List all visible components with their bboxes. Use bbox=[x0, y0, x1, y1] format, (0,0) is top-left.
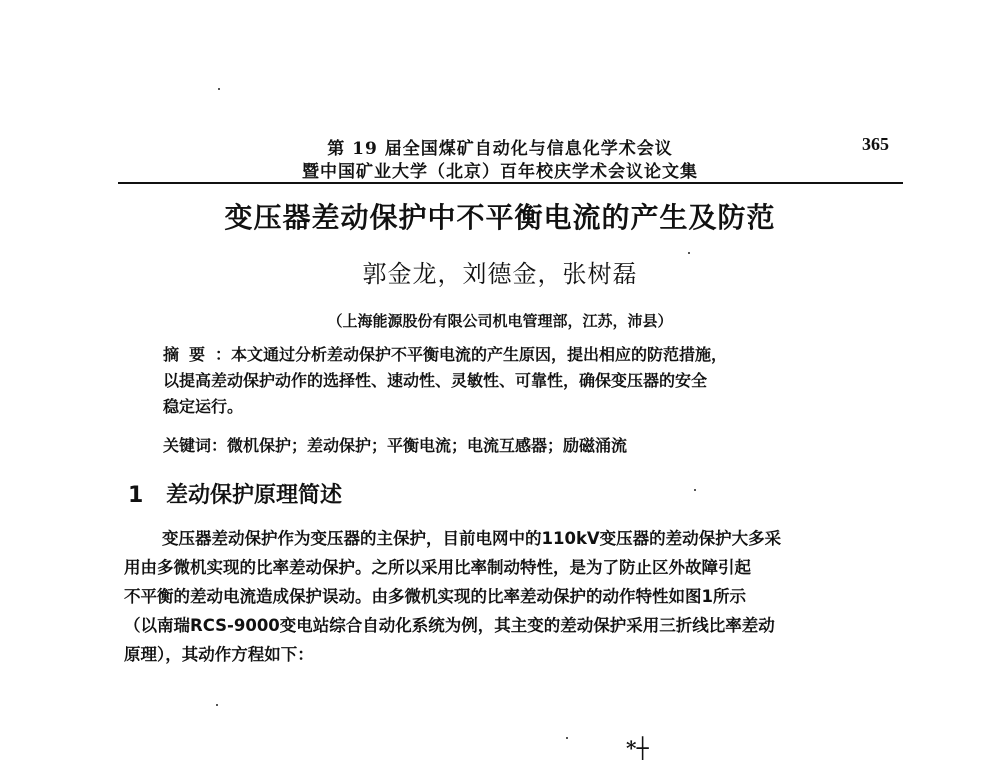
running-header-line-2: 暨中国矿业大学（北京）百年校庆学术会议论文集 bbox=[302, 162, 698, 182]
abstract bbox=[163, 342, 863, 420]
scan-speck bbox=[216, 704, 218, 706]
body-line: 用由多微机实现的比率差动保护。之所以采用比率制动特性，是为了防止区外故障引起 bbox=[124, 558, 751, 577]
page-number: 365 bbox=[862, 134, 889, 154]
scan-speck bbox=[688, 252, 690, 254]
scan-speck bbox=[694, 489, 696, 491]
abstract-text: ：本文通过分析差动保护不平衡电流的产生原因，提出相应的防范措施， bbox=[215, 345, 728, 364]
body-line: 不平衡的差动电流造成保护误动。由多微机实现的比率差动保护的动作特性如图1所示 bbox=[124, 587, 746, 606]
body-line: （以南瑞RCS-9000变电站综合自动化系统为例，其主变的差动保护采用三折线比率差动 bbox=[124, 616, 775, 635]
body-line: 变压器差动保护作为变压器的主保护，目前电网中的110kV变压器的差动保护大多采 bbox=[162, 529, 782, 548]
running-header-line-1: 第 19 届全国煤矿自动化与信息化学术会议 bbox=[327, 139, 673, 159]
keywords-text: 微机保护；差动保护；平衡电流；电流互感器；励磁涌流 bbox=[227, 436, 628, 455]
abstract-line: 以提高差动保护动作的选择性、速动性、灵敏性、可靠性，确保变压器的安全 bbox=[163, 371, 708, 390]
abstract-line bbox=[163, 342, 863, 368]
section-heading bbox=[128, 478, 342, 509]
section-title: 差动保护原理简述 bbox=[166, 483, 343, 508]
scan-speck bbox=[218, 88, 220, 90]
footer-mark: *┼ bbox=[626, 736, 649, 760]
scan-speck bbox=[566, 737, 568, 739]
paper-authors: 郭金龙，刘德金，张树磊 bbox=[362, 260, 638, 288]
abstract-line: 稳定运行。 bbox=[163, 397, 244, 416]
body-line: 原理），其动作方程如下： bbox=[124, 645, 314, 664]
keywords bbox=[163, 433, 627, 456]
paper-affiliation: （上海能源股份有限公司机电管理部，江苏，沛县） bbox=[327, 312, 673, 330]
section-body bbox=[124, 524, 904, 669]
section-number: 1 bbox=[128, 483, 144, 508]
paper-title: 变压器差动保护中不平衡电流的产生及防范 bbox=[224, 201, 776, 234]
header-rule bbox=[118, 182, 903, 184]
abstract-label: 摘要 bbox=[163, 345, 216, 364]
keywords-label: 关键词： bbox=[163, 436, 228, 455]
